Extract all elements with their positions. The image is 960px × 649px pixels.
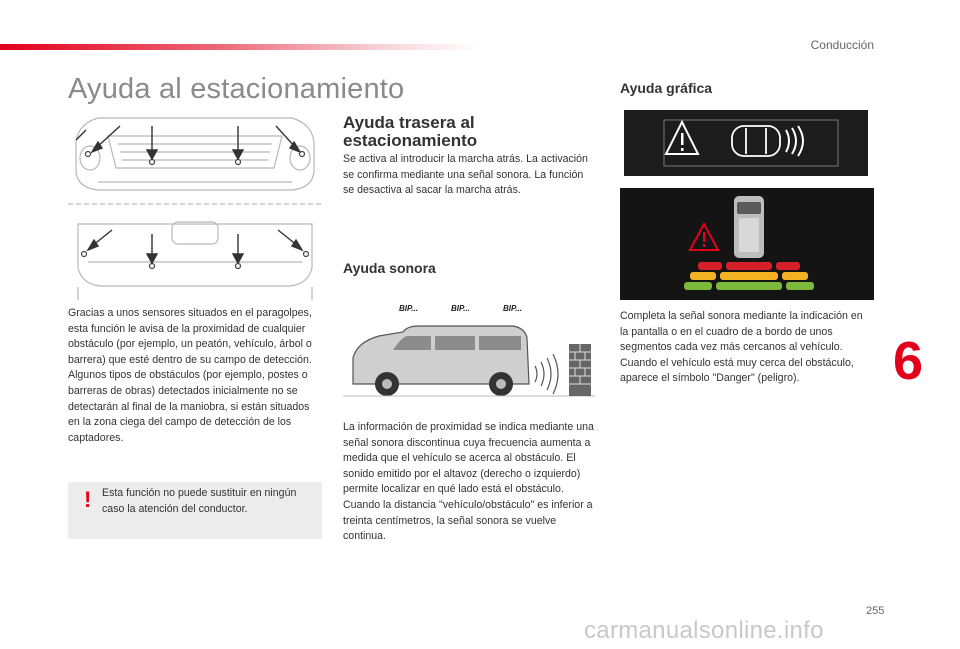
vehicle-top-view-icon bbox=[734, 196, 764, 258]
van-sound-figure bbox=[343, 298, 595, 402]
bip-label-3: BIP... bbox=[503, 304, 522, 313]
header-accent-bar bbox=[0, 44, 480, 50]
watermark: carmanualsonline.info bbox=[584, 617, 824, 644]
sound-assist-heading: Ayuda sonora bbox=[343, 260, 436, 276]
rear-assist-text: Se activa al introducir la marcha atrás. La activación se confirma mediante una señal sonora. La función se desactiva al sacar la marcha atrás. bbox=[343, 153, 588, 197]
page-title: Ayuda al estacionamiento bbox=[68, 73, 405, 105]
section-label: Conducción bbox=[810, 38, 874, 52]
warning-text: Esta función no puede sustituir en ningún caso la atención del conductor. bbox=[102, 487, 297, 515]
sound-assist-text: La información de proximidad se indica mediante una señal sonora discontinua cuya frecuencia aumenta a medida que el vehículo se acerca al obstáculo. El sonido emitido por el altavoz (derecho o izquierdo) permite localizar en qué lado está el obstáculo. Cuando la distancia "vehículo/obstáculo" es inferior a treinta centímetros, la señal sonora se vuelve continua. bbox=[343, 421, 594, 543]
chapter-number: 6 bbox=[893, 331, 924, 391]
graphic-assist-text: Completa la señal sonora mediante la indicación en la pantalla o en el cuadro de a bordo de unos segmentos cada vez más cercanos al vehículo. Cuando el vehículo está muy cerca del obstáculo, aparece el símbolo "Danger" (peligro). bbox=[620, 310, 863, 385]
dashboard-display-figure bbox=[624, 110, 868, 176]
sensor-location-figure bbox=[68, 112, 322, 300]
rear-assist-heading: Ayuda trasera al estacionamiento bbox=[343, 113, 478, 150]
warning-box bbox=[68, 482, 322, 539]
distance-segments bbox=[684, 262, 814, 290]
screen-display-figure bbox=[620, 188, 874, 300]
page-number: 255 bbox=[866, 605, 885, 617]
van-icon bbox=[343, 326, 595, 396]
graphic-assist-heading: Ayuda gráfica bbox=[620, 80, 713, 96]
warning-icon: ! bbox=[84, 487, 92, 512]
wall-icon bbox=[569, 344, 591, 396]
bip-label-2: BIP... bbox=[451, 304, 470, 313]
bip-label-1: BIP... bbox=[399, 304, 418, 313]
intro-paragraph: Gracias a unos sensores situados en el paragolpes, esta función le avisa de la proximidad de cualquier obstáculo (por ejemplo, un peatón, vehículo, árbol o barrera) que esté dentro de su campo de detección. Algunos tipos de obstáculos (por ejemplo, postes o barreras de obras) detectados inicialmente no se detectarán al final de la maniobra, si están situados en la zona ciega del campo de detección de los captadores. bbox=[68, 307, 312, 444]
sound-waves bbox=[535, 354, 558, 394]
